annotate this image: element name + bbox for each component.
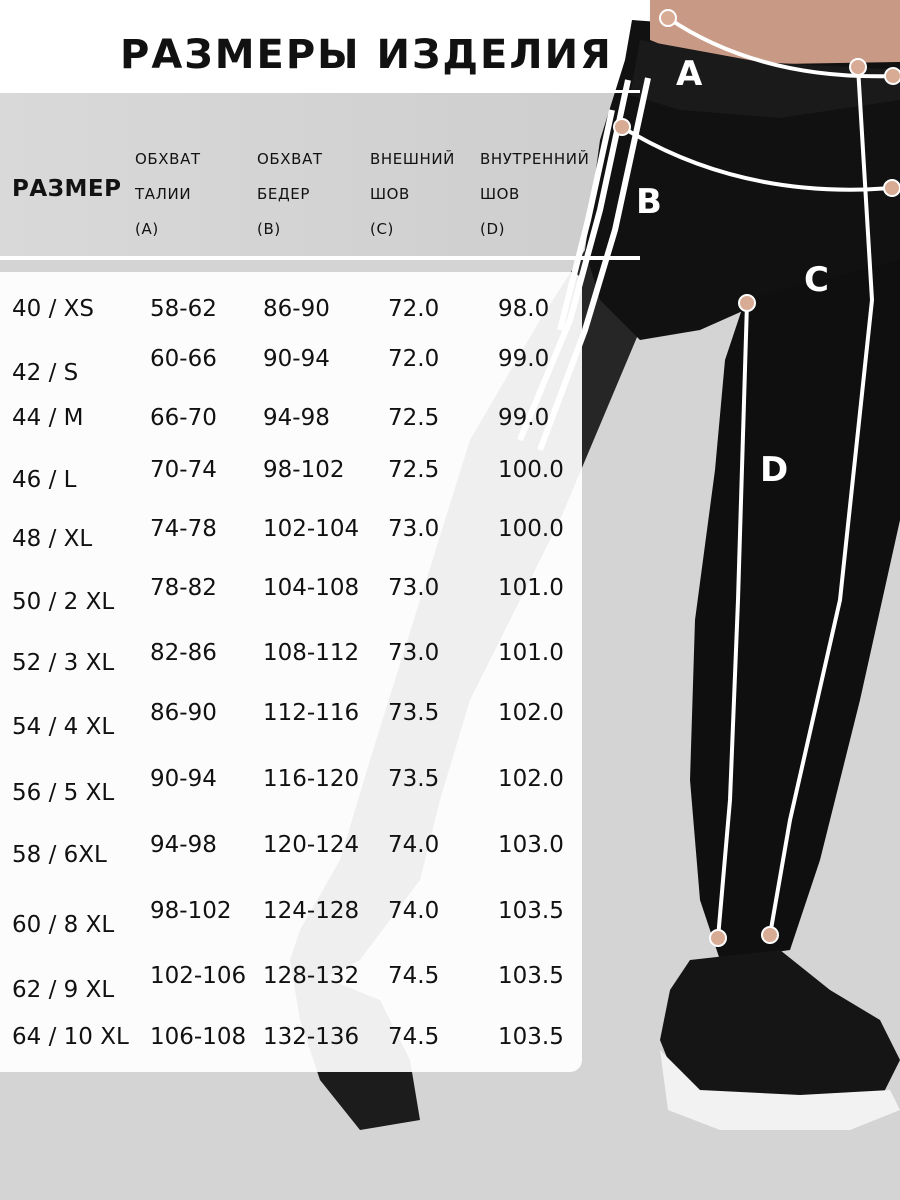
cell-outer: 74.0 (388, 832, 440, 858)
cell-hips: 120-124 (263, 832, 360, 858)
cell-inner: 102.0 (498, 700, 564, 726)
cell-outer: 72.0 (388, 296, 440, 322)
cell-inner: 100.0 (498, 457, 564, 483)
cell-outer: 73.5 (388, 766, 440, 792)
cell-inner: 103.0 (498, 832, 564, 858)
cell-size: 50 / 2 XL (12, 589, 115, 615)
cell-hips: 98-102 (263, 457, 345, 483)
cell-size: 60 / 8 XL (12, 912, 115, 938)
cell-inner: 99.0 (498, 346, 550, 372)
cell-outer: 74.5 (388, 1024, 440, 1050)
cell-outer: 73.0 (388, 575, 440, 601)
marker-a-mid (850, 59, 866, 75)
cell-size: 62 / 9 XL (12, 977, 115, 1003)
measure-label-d: D (760, 450, 789, 490)
page-title: РАЗМЕРЫ ИЗДЕЛИЯ (120, 32, 613, 78)
right-shoe-shape (660, 950, 900, 1100)
cell-hips: 128-132 (263, 963, 360, 989)
cell-size: 48 / XL (12, 526, 93, 552)
marker-d-top (739, 295, 755, 311)
marker-c-bottom (762, 927, 778, 943)
header-divider-top (0, 90, 640, 93)
cell-size: 44 / M (12, 405, 84, 431)
cell-inner: 101.0 (498, 575, 564, 601)
cell-hips: 108-112 (263, 640, 360, 666)
cell-waist: 70-74 (150, 457, 217, 483)
cell-waist: 58-62 (150, 296, 217, 322)
cell-hips: 112-116 (263, 700, 360, 726)
cell-outer: 74.5 (388, 963, 440, 989)
cell-hips: 86-90 (263, 296, 330, 322)
cell-size: 52 / 3 XL (12, 650, 115, 676)
marker-b-left (614, 119, 630, 135)
cell-size: 64 / 10 XL (12, 1024, 129, 1050)
cell-inner: 103.5 (498, 898, 564, 924)
cell-size: 58 / 6XL (12, 842, 107, 868)
cell-hips: 94-98 (263, 405, 330, 431)
cell-size: 40 / XS (12, 296, 94, 322)
cell-waist: 102-106 (150, 963, 247, 989)
cell-inner: 103.5 (498, 1024, 564, 1050)
cell-hips: 90-94 (263, 346, 330, 372)
cell-inner: 101.0 (498, 640, 564, 666)
cell-hips: 116-120 (263, 766, 360, 792)
cell-outer: 73.0 (388, 640, 440, 666)
cell-size: 56 / 5 XL (12, 780, 115, 806)
measure-label-b: B (636, 182, 662, 222)
cell-outer: 74.0 (388, 898, 440, 924)
measure-label-a: A (676, 54, 703, 94)
cell-outer: 73.5 (388, 700, 440, 726)
cell-hips: 102-104 (263, 516, 360, 542)
cell-inner: 100.0 (498, 516, 564, 542)
cell-size: 46 / L (12, 467, 77, 493)
header-divider-bottom (0, 256, 640, 260)
column-header-size: РАЗМЕР (12, 176, 122, 202)
cell-waist: 98-102 (150, 898, 232, 924)
cell-inner: 103.5 (498, 963, 564, 989)
column-header-hips: ОБХВАТ БЕДЕР (В) (257, 150, 323, 238)
cell-waist: 66-70 (150, 405, 217, 431)
cell-waist: 82-86 (150, 640, 217, 666)
cell-inner: 102.0 (498, 766, 564, 792)
cell-inner: 98.0 (498, 296, 550, 322)
cell-waist: 94-98 (150, 832, 217, 858)
column-header-waist: ОБХВАТ ТАЛИИ (А) (135, 150, 201, 238)
cell-size: 54 / 4 XL (12, 714, 115, 740)
cell-size: 42 / S (12, 360, 79, 386)
cell-waist: 86-90 (150, 700, 217, 726)
cell-hips: 132-136 (263, 1024, 360, 1050)
cell-outer: 73.0 (388, 516, 440, 542)
cell-waist: 106-108 (150, 1024, 247, 1050)
marker-a-left (660, 10, 676, 26)
measure-label-c: C (804, 260, 829, 300)
marker-b-right (884, 180, 900, 196)
cell-inner: 99.0 (498, 405, 550, 431)
cell-hips: 124-128 (263, 898, 360, 924)
cell-waist: 74-78 (150, 516, 217, 542)
marker-d-bottom (710, 930, 726, 946)
cell-outer: 72.0 (388, 346, 440, 372)
column-header-inner-seam: ВНУТРЕННИЙ ШОВ (D) (480, 150, 590, 238)
cell-waist: 78-82 (150, 575, 217, 601)
cell-waist: 90-94 (150, 766, 217, 792)
cell-waist: 60-66 (150, 346, 217, 372)
marker-a-right (885, 68, 900, 84)
cell-hips: 104-108 (263, 575, 360, 601)
cell-outer: 72.5 (388, 405, 440, 431)
right-leg-shape (690, 260, 900, 960)
cell-outer: 72.5 (388, 457, 440, 483)
column-header-outer-seam: ВНЕШНИЙ ШОВ (С) (370, 150, 456, 238)
